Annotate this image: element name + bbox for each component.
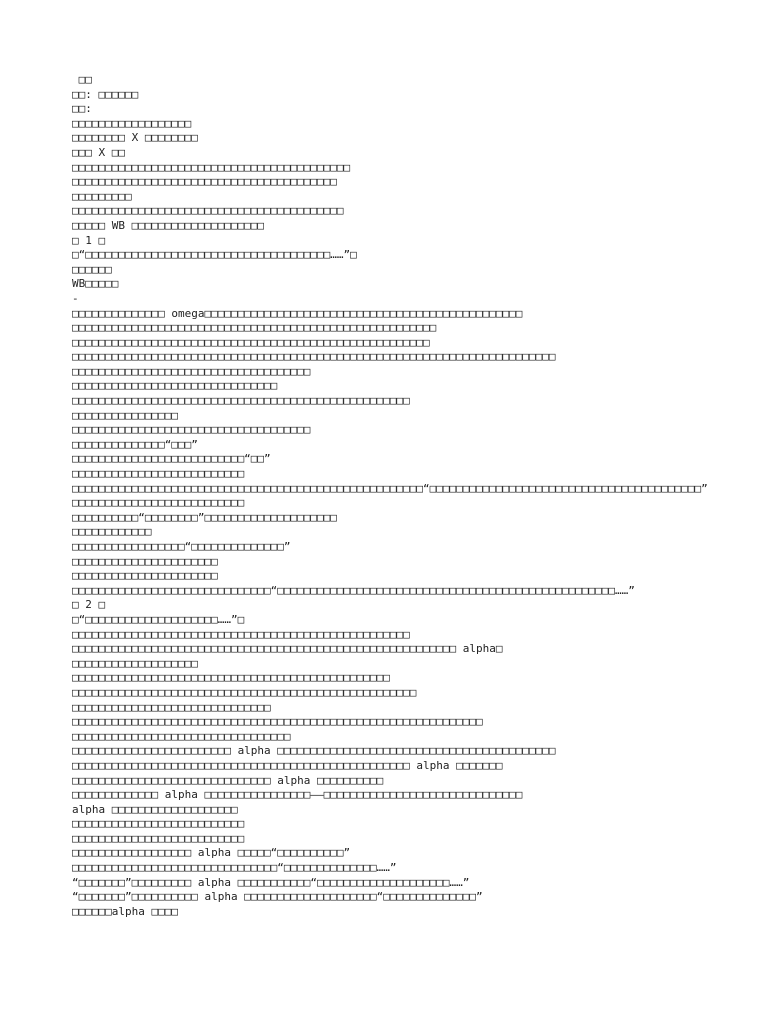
document-line: □ 2 □: [72, 598, 106, 612]
document-line: □□: [72, 73, 92, 86]
document-line: □□□ X □□: [72, 145, 125, 159]
document-line: -: [72, 291, 79, 305]
document-line: WB□□□□□: [72, 277, 119, 291]
document-line: □□□□□□□□□□□□□□□□□□□□□□□□□□“□□”: [72, 452, 271, 466]
document-line: □□□□□□□□□□□□□□□□□□□□□□□□□□□□□□□□□□□□□□□□□□□□□□□□□□□□□“□□□□□□□□□□□□□□□□□□□□□□□□□□□□□□□□□□□□□□□□□”: [72, 481, 708, 495]
document-line: □□□□□□□□□□□□□□□□□□□□□□□□□□□□□□ alpha □□□□□□□□□□: [72, 773, 384, 787]
document-line: □□□□□□□□□□□□□□□□□□□□□□□□□□□□□□□□□□□□□□□□: [72, 175, 337, 189]
document-line: □□□□□□□□□□□□□□□□□□□□□□□□□□□□□□□□□□□□□□□□□□□□□□□□: [72, 671, 390, 685]
document-line: □□□□□□□□□□□□□□□□□□□□□□□□□□□□□□□□□□□□□□□□□□□□□□□□□□□□: [72, 685, 417, 699]
document-line: □□□□□□□□□□□□□□□□□□□□□□□□□□□□□□□□□□□□□□□□□□: [72, 160, 351, 174]
document-line: □□□□□□□□□□□□□□□□□□□□□□□□□□□□□□□□□□□□□□□□□□□□□□□□□□□□□□□□□□ alpha□: [72, 642, 503, 656]
document-line: □□□□□□□□□□□□□□□□□□□□□□□□□□: [72, 817, 245, 831]
document-line: □□□□□□□□□□□□□□□□□□□: [72, 656, 198, 670]
document-line: □□□□□□□□□□□□□□□□□□□□□□□□□□□□□□□□□□□□: [72, 364, 311, 378]
document-line: □□:: [72, 102, 92, 116]
document-line: □□□□□□□□□□□□□□□□□□□□□□□□□□: [72, 467, 245, 481]
document-line: □□□□□□□□□□□□□□□□□□□□□□□□□□□□□□□□□□□□□□□□□: [72, 204, 344, 218]
document-line: □□□□□□□□□□□□□□□□□“□□□□□□□□□□□□□□”: [72, 540, 291, 553]
document-line: □□□□□□□□□□□□□□□□□□□□□□□□□□: [72, 496, 245, 510]
document-line: □□□□□□□□□□□□□□□□□□□□□□□□□□□□□□□□□□□□□□□□□□□□□□□□□□□□□□□: [72, 321, 437, 335]
document-line: □□□□□□□□□□□□□□□□□□□□□□□□□□□□□□□□□□□□: [72, 423, 311, 437]
document-line: □□□□□□□□□□□□□□□□□□□□□□□□□□□□□□“□□□□□□□□□□□□□□□□□□□□□□□□□□□□□□□□□□□□□□□□□□□□□□□□□□□……”: [72, 583, 635, 597]
document-line: □□□□□□□□□□“□□□□□□□□”□□□□□□□□□□□□□□□□□□□□: [72, 510, 337, 524]
document-line: □□□□□□□□□□□□□□□□□□□□□□□□□□□□□□□: [72, 379, 278, 393]
document-line: □□□□□□□□□□□□□□□□□□□□□□□□□□□□□□□□□□□□□□□□□□□□□□□□□□□□□□□□□□□□□□□□□□□□□□□□□: [72, 350, 556, 364]
document-line: □□□□□□□□□□□□□□□□□□: [72, 116, 192, 130]
document-line: □□□□□ WB □□□□□□□□□□□□□□□□□□□□: [72, 218, 265, 232]
document-line: □□□□□□□□□□□□: [72, 525, 152, 539]
document-line: □□□□□□: [72, 262, 112, 276]
document-line: “□□□□□□□”□□□□□□□□□ alpha □□□□□□□□□□□“□□□□□□□□□□□□□□□□□□□□……”: [72, 875, 470, 889]
document-line: □□□□□□□□□□□□□□“□□□”: [72, 437, 198, 451]
document-line: □□□□□□□□□□□□□□□□□□□□□□□□□□□□□□□□□□□□□□□□□□□□□□□□□□□ alpha □□□□□□□: [72, 758, 503, 772]
document-line: □□□□□□□□□: [72, 189, 132, 203]
document-line: □□□□□□□□□□□□□□□□□□□□□□: [72, 554, 218, 568]
document-line: □□□□□□□□□□□□□□□□□□□□□□□□□□□□□□□□□□□□□□□□□□□□□□□□□□□□□□□□□□□□□□: [72, 715, 483, 729]
document-line: □□□□□□□□□□□□□□□□□□□□□□□□□□□□□□: [72, 700, 271, 714]
document-line: □□□□□□□□□□□□□□□□□□□□□□□□□□□□□□□□□□□□□□□□□□□□□□□□□□□: [72, 394, 410, 408]
document-line: □□□□□□□□□□□□□ alpha □□□□□□□□□□□□□□□□——□□□□□□□□□□□□□□□□□□□□□□□□□□□□□□: [72, 788, 523, 802]
document-line: □□□□□□□□□□□□□□□□□□□□□□□□ alpha □□□□□□□□□□□□□□□□□□□□□□□□□□□□□□□□□□□□□□□□□□: [72, 744, 556, 758]
document-line: □□□□□□alpha □□□□: [72, 904, 178, 918]
document-line: □“□□□□□□□□□□□□□□□□□□□□……”□: [72, 612, 245, 626]
document-line: □□□□□□□□ X □□□□□□□□: [72, 131, 198, 145]
document-line: □“□□□□□□□□□□□□□□□□□□□□□□□□□□□□□□□□□□□□□……”□: [72, 248, 357, 262]
document-line: alpha □□□□□□□□□□□□□□□□□□□: [72, 802, 238, 816]
document-line: □□□□□□□□□□□□□□□□□□□□□□□□□□: [72, 831, 245, 845]
document-line: □□□□□□□□□□□□□□□□□□ alpha □□□□□“□□□□□□□□□□”: [72, 846, 351, 860]
document-page: [72, 73, 722, 919]
document-line: □□: □□□□□□: [72, 87, 139, 101]
document-line: □□□□□□□□□□□□□□□□□□□□□□□□□□□□□□□□□□□□□□□□□□□□□□□□□□□□□□: [72, 335, 430, 349]
document-line: □□□□□□□□□□□□□□□□□□□□□□□□□□□□□□□“□□□□□□□□□□□□□□……”: [72, 861, 397, 875]
document-line: □□□□□□□□□□□□□□□□□□□□□□□□□□□□□□□□□□□□□□□□□□□□□□□□□□□: [72, 627, 410, 641]
document-line: “□□□□□□□”□□□□□□□□□□ alpha □□□□□□□□□□□□□□□□□□□□“□□□□□□□□□□□□□□”: [72, 890, 483, 904]
document-line: □□□□□□□□□□□□□□ omega□□□□□□□□□□□□□□□□□□□□□□□□□□□□□□□□□□□□□□□□□□□□□□□□: [72, 306, 523, 320]
document-line: □□□□□□□□□□□□□□□□□□□□□□□□□□□□□□□□□: [72, 729, 291, 743]
document-line: □□□□□□□□□□□□□□□□□□□□□□: [72, 569, 218, 583]
document-line: □□□□□□□□□□□□□□□□: [72, 408, 178, 422]
document-line: □ 1 □: [72, 233, 106, 247]
